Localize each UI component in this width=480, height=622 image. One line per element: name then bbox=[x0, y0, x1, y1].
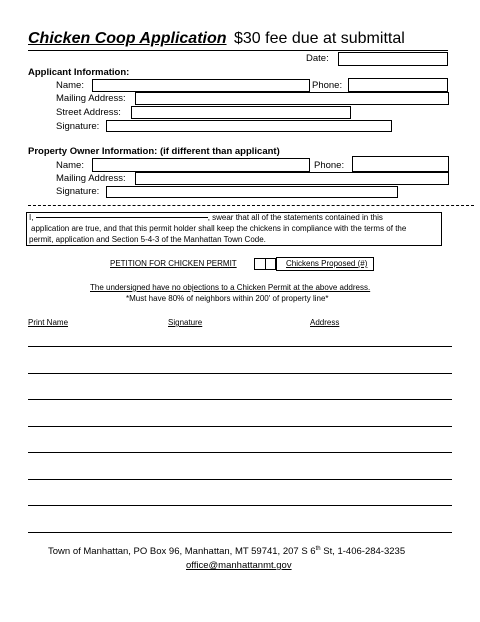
signature-row[interactable] bbox=[28, 426, 452, 427]
applicant-phone-label: Phone: bbox=[312, 80, 343, 91]
signature-row[interactable] bbox=[28, 452, 452, 453]
owner-mailing-field[interactable] bbox=[135, 172, 449, 185]
applicant-heading: Applicant Information: bbox=[28, 67, 130, 78]
date-field[interactable] bbox=[338, 52, 448, 66]
section-separator bbox=[28, 205, 474, 206]
applicant-signature-field[interactable] bbox=[106, 120, 392, 132]
footer-email[interactable]: office@manhattanmt.gov bbox=[186, 560, 292, 571]
date-label: Date: bbox=[306, 53, 329, 64]
footer-address-text: Town of Manhattan, PO Box 96, Manhattan, MT 59741, 207 S 6 bbox=[48, 546, 316, 558]
petition-statement: The undersigned have no objections to a Chicken Permit at the above address. bbox=[90, 283, 371, 292]
owner-heading: Property Owner Information: (if different than applicant) bbox=[28, 146, 280, 157]
owner-signature-field[interactable] bbox=[106, 186, 398, 198]
applicant-phone-field[interactable] bbox=[348, 78, 448, 92]
oath-prefix: I, bbox=[29, 213, 34, 222]
petition-title: PETITION FOR CHICKEN PERMIT bbox=[110, 259, 237, 268]
form-title: Chicken Coop Application bbox=[28, 30, 227, 47]
oath-line-1-suffix: , swear that all of the statements contained in this bbox=[207, 213, 383, 222]
column-signature: Signature bbox=[168, 318, 203, 327]
title-underline-rule bbox=[28, 50, 448, 51]
owner-mailing-label: Mailing Address: bbox=[56, 173, 126, 184]
owner-signature-label: Signature: bbox=[56, 186, 100, 197]
signature-row[interactable] bbox=[28, 346, 452, 347]
oath-line-1 bbox=[29, 213, 383, 222]
footer-address-ordinal: th bbox=[315, 546, 321, 552]
column-print-name: Print Name bbox=[28, 318, 69, 327]
chickens-count-field-2[interactable] bbox=[265, 258, 276, 270]
owner-name-label: Name: bbox=[56, 160, 84, 171]
signature-row[interactable] bbox=[28, 399, 452, 400]
applicant-mailing-label: Mailing Address: bbox=[56, 93, 126, 104]
signature-row[interactable] bbox=[28, 479, 452, 480]
oath-name-blank[interactable] bbox=[36, 217, 208, 218]
owner-phone-field[interactable] bbox=[352, 156, 449, 172]
signature-row[interactable] bbox=[28, 532, 452, 533]
owner-phone-label: Phone: bbox=[314, 160, 345, 171]
applicant-mailing-field[interactable] bbox=[135, 92, 449, 105]
footer-address-phone: St, 1-406-284-3235 bbox=[320, 546, 406, 558]
footer-address bbox=[48, 546, 405, 557]
signature-row[interactable] bbox=[28, 373, 452, 374]
petition-requirement: *Must have 80% of neighbors within 200' of property line* bbox=[126, 294, 329, 303]
applicant-signature-label: Signature: bbox=[56, 121, 100, 132]
column-address: Address bbox=[310, 318, 340, 327]
oath-line-3: permit, application and Section 5-4-3 of the Manhattan Town Code. bbox=[29, 235, 266, 244]
owner-name-field[interactable] bbox=[92, 158, 310, 172]
applicant-street-field[interactable] bbox=[131, 106, 351, 119]
applicant-street-label: Street Address: bbox=[56, 107, 121, 118]
chickens-proposed-label: Chickens Proposed (#) bbox=[286, 259, 368, 268]
applicant-name-label: Name: bbox=[56, 80, 84, 91]
fee-note: $30 fee due at submittal bbox=[234, 30, 405, 47]
oath-line-2: application are true, and that this permit holder shall keep the chickens in compliance with the terms of the bbox=[31, 224, 407, 233]
applicant-name-field[interactable] bbox=[92, 79, 310, 92]
chickens-proposed-frame bbox=[276, 257, 374, 271]
signature-row[interactable] bbox=[28, 505, 452, 506]
